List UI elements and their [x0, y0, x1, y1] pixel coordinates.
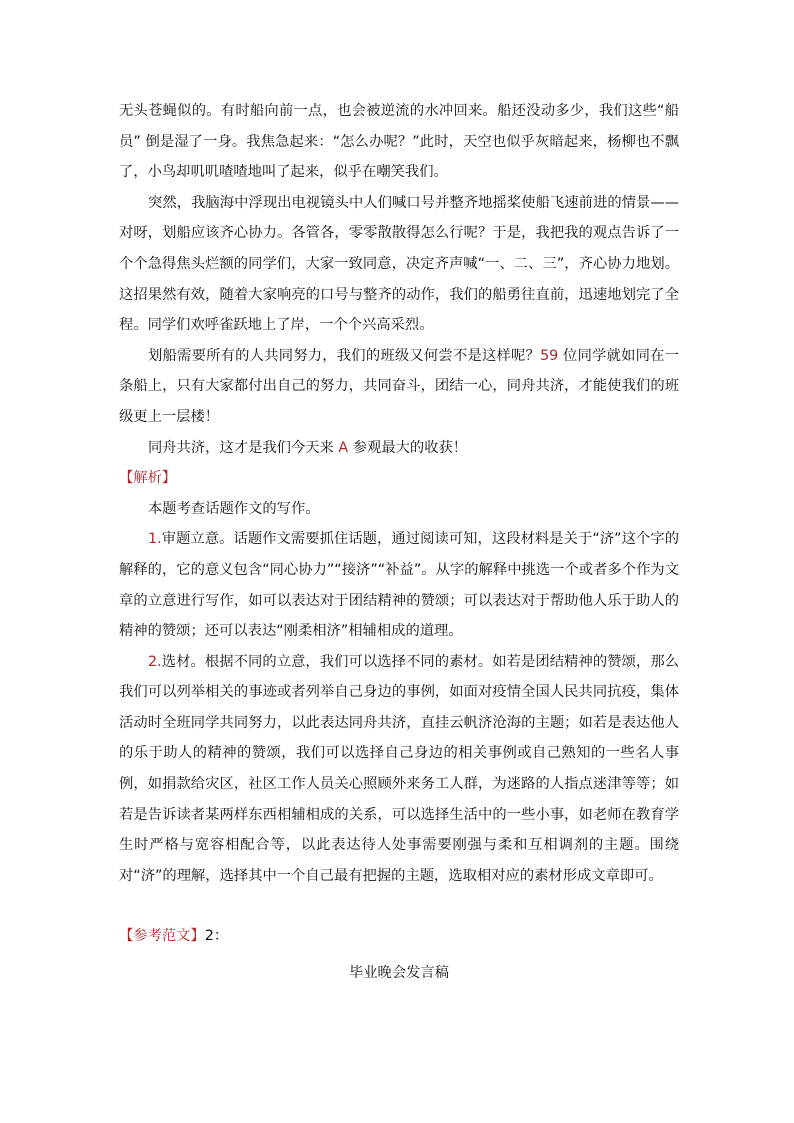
document-body	[119, 96, 679, 989]
reference-heading	[119, 921, 679, 952]
student-count: 59	[540, 347, 559, 364]
essay-paragraph-1: 无头苍蝇似的。有时船向前一点，也会被逆流的水冲回来。船还没动多少，我们这些“船员” 倒是湿了一身。我焦急起来：“怎么办呢？”此时，天空也似乎灰暗起来，杨柳也不飘了，小鸟却叽叽喳喳地叫了起来，似乎在嘲笑我们。	[119, 103, 679, 181]
reference-heading-suffix: 2：	[204, 928, 229, 945]
essay-paragraph-4	[119, 433, 679, 464]
analysis-item-1-text: 审题立意。话题作文需要抓住话题，通过阅读可知，这段材料是关于“济”这个字的解释的，它的意义包含“同心协力”“接济”“补益”。从字的解释中挑选一个或者多个作为文章的立意进行写作，如可以表达对于团结精神的赞颂；可以表达对于帮助他人乐于助人的精神的赞颂；还可以表达“刚柔相济”相辅相成的道理。	[119, 531, 679, 640]
essay-paragraph-3	[119, 341, 679, 433]
essay-paragraph-4-text-b: 参观最大的收获！	[348, 439, 468, 456]
analysis-item-2-number: 2.	[148, 653, 162, 670]
analysis-item-1	[119, 524, 679, 646]
place-letter: A	[338, 439, 349, 456]
analysis-item-2-text: 选材。根据不同的立意，我们可以选择不同的素材。如若是团结精神的赞颂，那么我们可以列举相关的事迹或者列举自己身边的事例，如面对疫情全国人民共同抗疫，集体活动时全班同学共同努力，以此表达同舟共济，直挂云帆济沧海的主题；如若是表达他人的乐于助人的精神的赞颂，我们可以选择自己身边的相关事例或自己熟知的一些名人事例，如捐款给灾区，社区工作人员关心照顾外来务工人群，为迷路的人指点迷津等等；如若是告诉读者某两样东西相辅相成的关系，可以选择生活中的一些小事，如老师在教育学生时严格与宽容相配合等，以此表达待人处事需要刚强与柔和互相调剂的主题。围绕对“济”的理解，选择其中一个自己最有把握的主题，选取相对应的素材形成文章即可。	[119, 653, 679, 884]
analysis-intro: 本题考查话题作文的写作。	[148, 500, 320, 517]
reference-heading-label: 【参考范文】	[119, 928, 205, 945]
analysis-item-2	[119, 647, 679, 892]
analysis-heading: 【解析】	[119, 470, 177, 487]
section-spacer	[119, 891, 679, 921]
essay-paragraph-2: 突然，我脑海中浮现出电视镜头中人们喊口号并整齐地摇桨使船飞速前进的情景——对呀，划船应该齐心协力。各管各，零零散散得怎么行呢？于是，我把我的观点告诉了一个个急得焦头烂额的同学们，大家一致同意，决定齐声喊“一、二、三”，齐心协力地划。这招果然有效，随着大家响亮的口号与整齐的动作，我们的船勇往直前，迅速地划完了全程。同学们欢呼雀跃地上了岸，一个个兴高采烈。	[119, 194, 679, 334]
reference-essay-title: 毕业晚会发言稿	[348, 965, 450, 982]
essay-paragraph-4-text-a: 同舟共济，这才是我们今天来	[148, 439, 339, 456]
essay-paragraph-3-text-b: 位同学就如同在一条船上，只有大家都付出自己的努力，共同奋斗，团结一心，同舟共济，才能使我们的班级更上一层楼！	[119, 347, 679, 425]
analysis-item-1-number: 1.	[148, 531, 162, 548]
essay-paragraph-3-text-a: 划船需要所有的人共同努力，我们的班级又何尝不是这样呢？	[148, 347, 541, 364]
